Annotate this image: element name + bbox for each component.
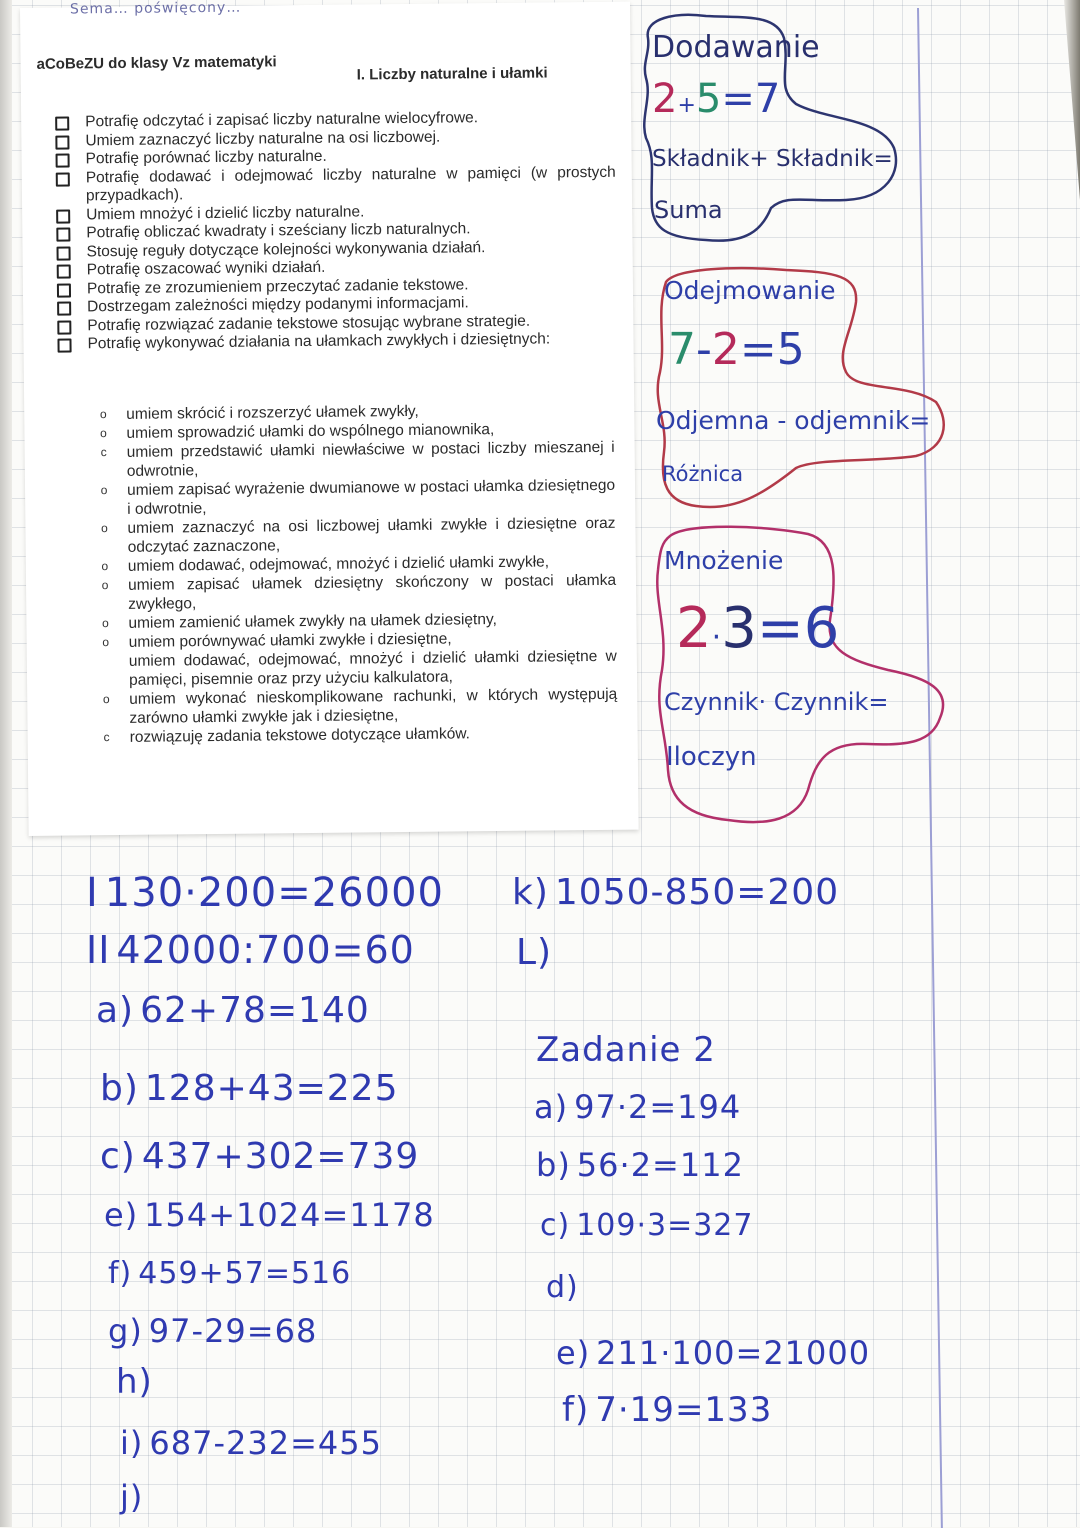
circle-bullet-icon: o [101, 578, 109, 593]
subtraction-title: Odejmowanie [664, 276, 836, 305]
exercise-line: L) [516, 932, 553, 973]
circle-bullet-icon: c [100, 445, 107, 460]
checklist-item: Umiem zaznaczyć liczby naturalne na osi liczbowej. [55, 126, 615, 150]
checkbox-icon [56, 153, 70, 167]
checklist-item: Potrafię wykonywać działania na ułamkach zwykłych i dziesiętnych: [57, 330, 617, 354]
exercise-line: g) 97-29=68 [108, 1312, 318, 1350]
exercise-line: a) 62+78=140 [96, 990, 370, 1031]
page-corner-shadow [1064, 0, 1080, 200]
exercise-line: j) [120, 1478, 144, 1516]
checkbox-icon [57, 301, 71, 315]
subtraction-example: 7-2=5 [668, 324, 805, 375]
circle-bullet-icon: c [103, 730, 110, 745]
checklist-item: Potrafię dodawać i odejmować liczby naturalne w pamięci (w prostych przypadkach). [56, 163, 616, 206]
exercise-line: h) [116, 1362, 153, 1402]
addition-terms: Składnik+ Składnik= [652, 146, 893, 172]
sublist-item: c rozwiązuję zadania tekstowe dotyczące ułamków. [98, 723, 618, 747]
sublist-item: o umiem zapisać ułamek dziesiętny skończony w postaci ułamka zwykłego, [96, 571, 616, 614]
sublist-item: o umiem porównywać ułamki zwykłe i dziesiętne, [97, 628, 617, 652]
checkbox-icon [56, 227, 70, 241]
sublist-item: o umiem dodawać, odejmować, mnożyć i dzielić ułamki zwykłe, [96, 552, 616, 576]
task2-line: b) 56·2=112 [536, 1146, 744, 1184]
addition-title: Dodawanie [652, 30, 820, 65]
circle-bullet-icon: o [102, 635, 110, 650]
checkbox-icon [57, 264, 71, 278]
checkbox-icon [57, 338, 71, 352]
multiplication-terms: Czynnik· Czynnik= [664, 688, 889, 716]
checklist-item: Stosuję reguły dotyczące kolejności wykonywania działań. [56, 237, 616, 261]
multiplication-example: 2·3=6 [676, 596, 840, 661]
sublist-item: o umiem zaznaczyć na osi liczbowej ułamki zwykłe i dziesiętne oraz odczytać zaznaczone, [95, 514, 615, 557]
circle-bullet-icon: o [101, 559, 109, 574]
task2-line: e) 211·100=21000 [556, 1334, 871, 1372]
multiplication-result-name: Iloczyn [666, 742, 757, 772]
checkbox-icon [56, 172, 70, 186]
checklist-item: Potrafię oszacować wyniki działań. [57, 256, 617, 280]
multiplication-title: Mnożenie [664, 546, 784, 575]
skills-checklist [55, 108, 617, 354]
circle-bullet-icon: o [100, 426, 107, 441]
checkbox-icon [55, 135, 69, 149]
circle-bullet-icon: o [102, 692, 110, 707]
checklist-item: Umiem mnożyć i dzielić liczby naturalne. [56, 200, 616, 224]
checklist-item: Potrafię ze zrozumieniem przeczytać zadanie tekstowe. [57, 274, 617, 298]
document-title: aCoBeZU do klasy Vz matematyki [36, 53, 277, 73]
exercise-line: I 130·200=26000 [86, 870, 444, 916]
checklist-item: Dostrzegam zależności między podanymi informacjami. [57, 293, 617, 317]
checklist-item: Potrafię obliczać kwadraty i sześciany liczb naturalnych. [56, 219, 616, 243]
sublist-item: o umiem zapisać wyrażenie dwumianowe w postaci ułamka dziesiętnego i odwrotnie, [95, 476, 615, 519]
checklist-item: Potrafię rozwiązać zadanie tekstowe stosując wybrane strategie. [57, 311, 617, 335]
exercise-line: f) 459+57=516 [108, 1256, 352, 1291]
circle-bullet-icon: o [100, 483, 108, 498]
checklist-item: Potrafię odczytać i zapisać liczby naturalne wielocyfrowe. [55, 108, 615, 132]
sublist-item: o umiem zamienić ułamek zwykły na ułamek dziesiętny, [96, 609, 616, 633]
printed-checklist-sheet [20, 2, 639, 836]
fractions-sublist [94, 400, 618, 747]
sublist-item: c umiem przedstawić ułamki niewłaściwe w postaci liczby mieszanej i odwrotnie, [95, 438, 615, 481]
checkbox-icon [57, 320, 71, 334]
task2-line: f) 7·19=133 [562, 1390, 773, 1430]
checkbox-icon [56, 209, 70, 223]
addition-result-name: Suma [654, 196, 723, 224]
subtraction-result-name: Różnica [662, 462, 744, 486]
exercise-line: e) 154+1024=1178 [104, 1196, 435, 1234]
exercise-line: II 42000:700=60 [86, 928, 415, 972]
task2-line: a) 97·2=194 [534, 1088, 742, 1126]
section-title: I. Liczby naturalne i ułamki [356, 64, 548, 84]
addition-example: 2+5=7 [652, 76, 781, 122]
task2-line: d) [546, 1270, 579, 1305]
sublist-item: o umiem wykonać nieskomplikowane rachunki, w których występują zarówno ułamki zwykłe jak i dziesiętne, [97, 685, 617, 728]
checkbox-icon [55, 116, 69, 130]
checkbox-icon [56, 246, 70, 260]
page-left-edge [0, 0, 12, 1527]
task2-line: c) 109·3=327 [540, 1208, 754, 1243]
circle-bullet-icon: o [102, 616, 109, 631]
exercise-line: i) 687-232=455 [120, 1424, 382, 1462]
exercise-line: c) 437+302=739 [100, 1136, 420, 1177]
subtraction-terms: Odjemna - odjemnik= [656, 406, 931, 435]
checkbox-icon [57, 283, 71, 297]
sheet-top-scrap: Sema… poświęcony… [69, 0, 242, 18]
sublist-item: o umiem sprowadzić ułamki do wspólnego mianownika, [94, 419, 614, 443]
exercise-line: b) 128+43=225 [100, 1068, 399, 1109]
sublist-item: umiem dodawać, odejmować, mnożyć i dzielić ułamki dziesiętne w pamięci, pisemnie oraz przy użyciu kalkulatora, [128, 647, 617, 689]
sublist-item: o umiem skrócić i rozszerzyć ułamek zwykły, [94, 400, 614, 424]
circle-bullet-icon: o [99, 407, 107, 422]
exercise-line: k) 1050-850=200 [512, 872, 840, 913]
circle-bullet-icon: o [101, 521, 108, 536]
checklist-item: Potrafię porównać liczby naturalne. [55, 145, 615, 169]
task2-title: Zadanie 2 [536, 1030, 716, 1070]
